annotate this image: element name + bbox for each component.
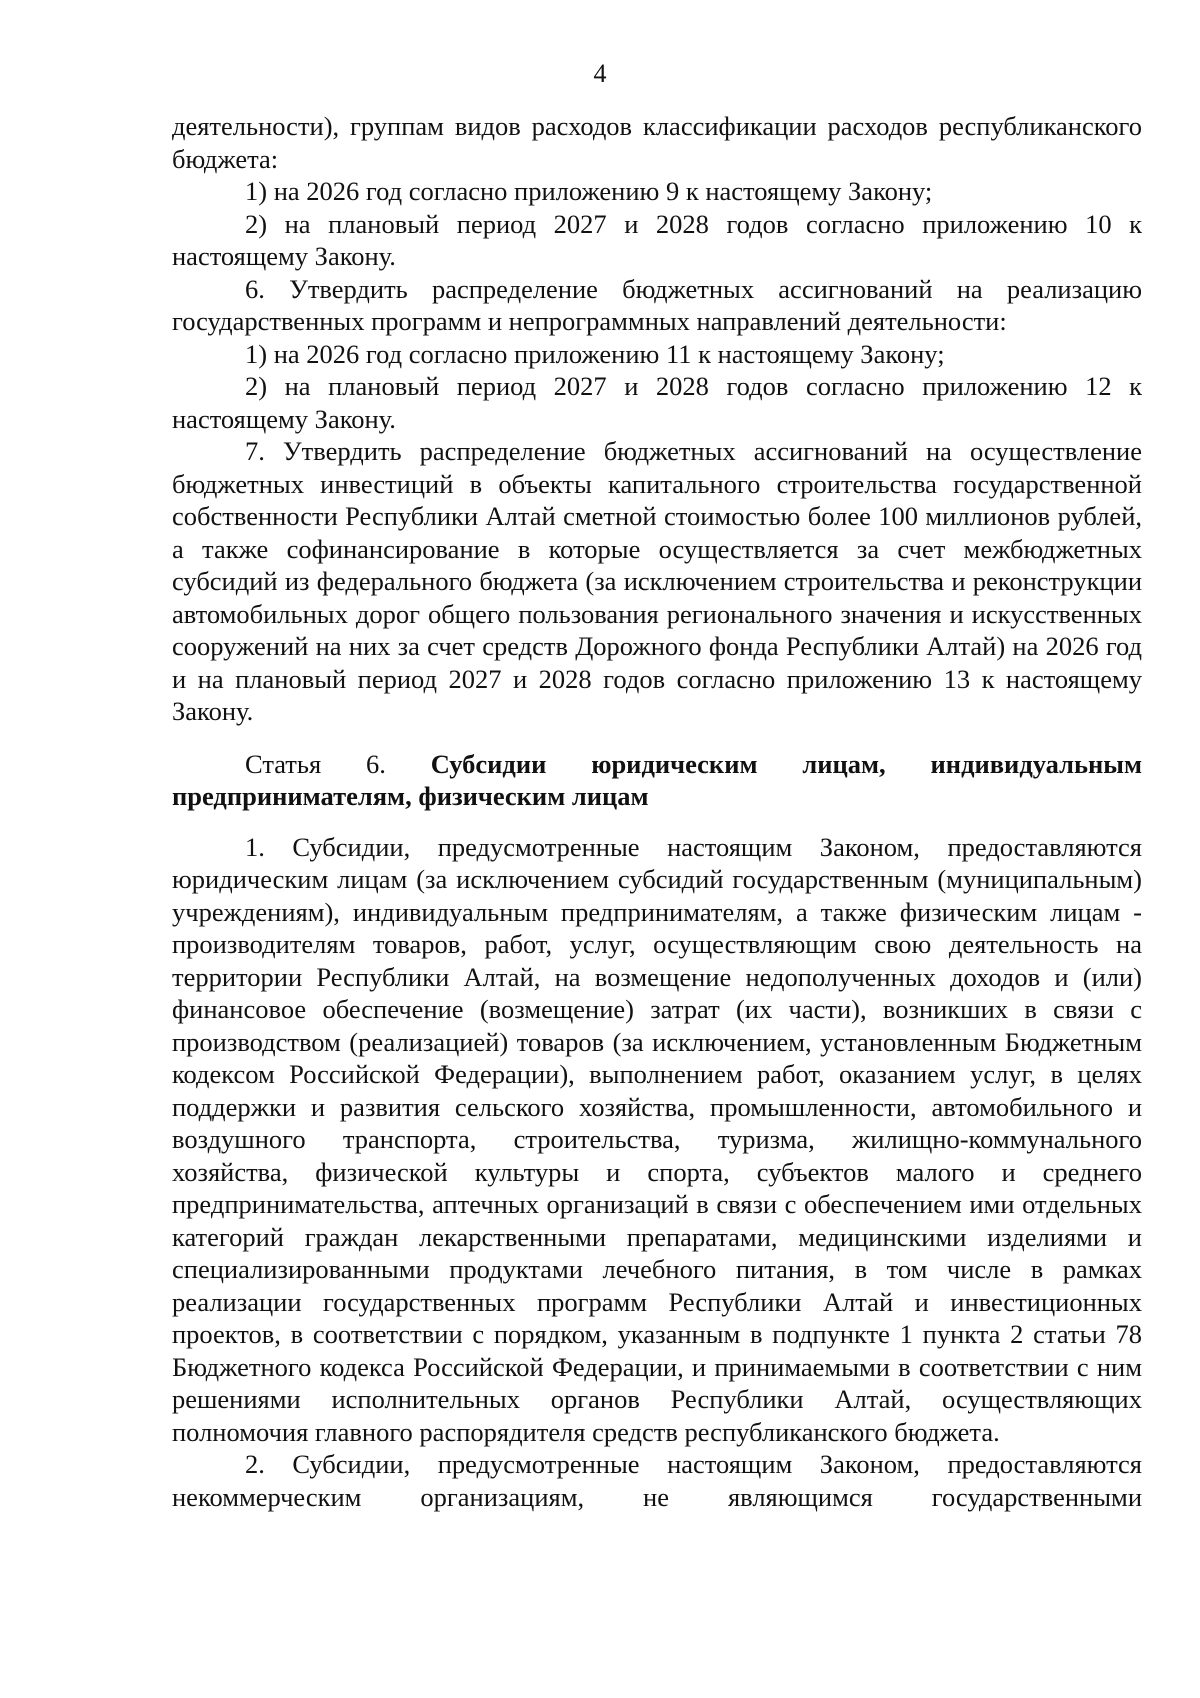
clause-paragraph: 7. Утвердить распределение бюджетных ассигнований на осуществление бюджетных инвестиций в объекты капитального строительства государственной собственности Республики Алтай сметной стоимостью более 100 миллионов рублей, а также софинансирование в которые осуществляется за счет межбюджетных субсидий из федерального бюджета (за исключением строительства и реконструкции автомобильных дорог общего пользования регионального значения и искусственных сооружений на них за счет средств Дорожного фонда Республики Алтай) на 2026 год и на плановый период 2027 и 2028 годов согласно приложению 13 к настоящему Закону. [172, 436, 1142, 726]
clause-paragraph: 2. Субсидии, предусмотренные настоящим Законом, предоставляются некоммерческим организациям, не являющимся государственными [172, 1449, 1142, 1512]
clause-paragraph: 6. Утвердить распределение бюджетных ассигнований на реализацию государственных программ и непрограммных направлений деятельности: [172, 273, 1142, 336]
paragraph-continuation: деятельности), группам видов расходов классификации расходов республиканского бюджета: [172, 111, 1142, 174]
list-item: 1) на 2026 год согласно приложению 11 к настоящему Закону; [245, 338, 945, 369]
article-title: Субсидии юридическим лицам, индивидуальным предпринимателям, физическим лицам [172, 748, 1143, 811]
list-item: 2) на плановый период 2027 и 2028 годов согласно приложению 12 к настоящему Закону. [172, 371, 1142, 434]
page-number: 4 [593, 59, 607, 88]
list-item: 2) на плановый период 2027 и 2028 годов согласно приложению 10 к настоящему Закону. [172, 208, 1142, 271]
article-label: Статья 6. [245, 748, 386, 779]
list-item: 1) на 2026 год согласно приложению 9 к настоящему Закону; [245, 176, 933, 206]
article-heading [172, 748, 1142, 813]
clause-paragraph: 1. Субсидии, предусмотренные настоящим Законом, предоставляются юридическим лицам (за исключением субсидий государственным (муниципальным) учреждениям), индивидуальным предпринимателям, а также физическим лицам - производителям товаров, работ, услуг, осуществляющим свою деятельность на территории Республики Алтай, на возмещение недополученных доходов и (или) финансовое обеспечение (возмещение) затрат (их части), возникших в связи с производством (реализацией) товаров (за исключением, установленным Бюджетным кодексом Российской Федерации), выполнением работ, оказанием услуг, в целях поддержки и развития сельского хозяйства, промышленности, автомобильного и воздушного транспорта, строительства, туризма, жилищно-коммунального хозяйства, физической культуры и спорта, субъектов малого и среднего предпринимательства, аптечных организаций в связи с обеспечением ими отдельных категорий граждан лекарственными препаратами, медицинскими изделиями и специализированными продуктами лечебного питания, в том числе в рамках реализации государственных программ Республики Алтай и инвестиционных проектов, в соответствии с порядком, указанным в подпункте 1 пункта 2 статьи 78 Бюджетного кодекса Российской Федерации, и принимаемыми в соответствии с ним решениями исполнительных органов Республики Алтай, осуществляющих полномочия главного распорядителя средств республиканского бюджета. [172, 831, 1142, 1447]
document-body [172, 110, 1142, 1513]
